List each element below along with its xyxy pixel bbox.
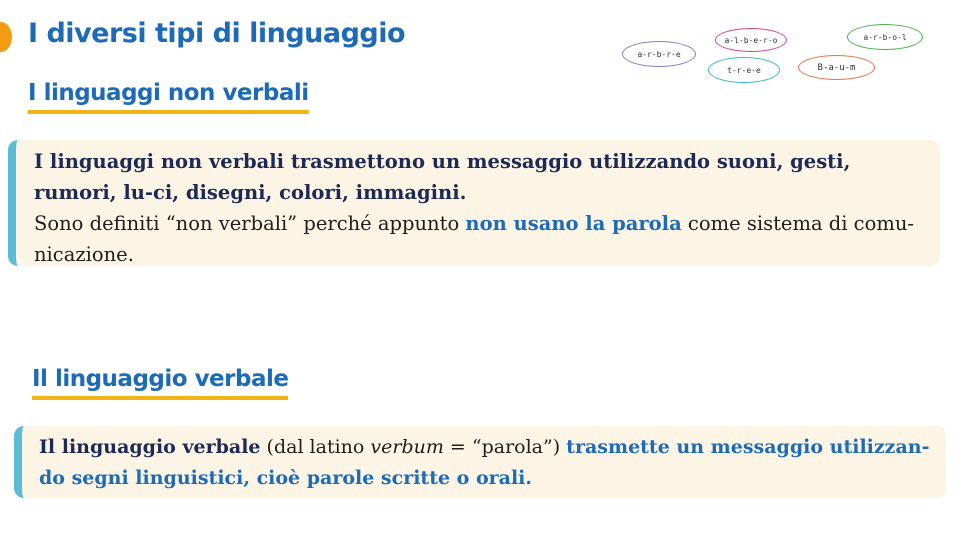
orange-bullet-icon: [0, 22, 12, 52]
section-heading-non-verbal: I linguaggi non verbali: [28, 80, 309, 114]
highlight-non-usano-la-parola: non usano la parola: [465, 212, 682, 235]
word-ovals-illustration: [615, 20, 935, 90]
page-title: I diversi tipi di linguaggio: [28, 18, 406, 49]
verbal-definition: [39, 432, 936, 494]
section-heading-verbal: Il linguaggio verbale: [32, 366, 288, 400]
word-oval-1: a-r-b-r-e: [622, 41, 696, 67]
word-oval-5: a-r-b-o-l: [847, 24, 923, 50]
italic-verbum: verbum: [370, 436, 444, 458]
non-verbal-definition-box: [8, 140, 940, 266]
non-verbal-definition: [34, 146, 930, 208]
word-oval-2: a-l-b-e-r-o: [715, 28, 787, 52]
text-before: Sono definiti “non verbali” perché appunto: [34, 212, 466, 235]
word-oval-3: t-r-e-e: [708, 57, 780, 83]
text-mid-2: = “parola”): [443, 436, 567, 458]
word-oval-4: B-a-u-m: [798, 55, 875, 80]
text-after: come sistema di comu-nicazione.: [34, 212, 914, 266]
verbal-highlight: trasmette un messaggio utilizzan-do segni linguistici, cioè parole scritte o orali.: [39, 436, 930, 489]
text-mid-1: (dal latino: [260, 436, 371, 458]
verbal-definition-box: [14, 426, 946, 498]
verbal-bold-start: Il linguaggio verbale: [39, 436, 261, 458]
non-verbal-bold-sentence: I linguaggi non verbali trasmettono un messaggio utilizzando suoni, gesti, rumori, lu-ci, disegni, colori, immagini.: [34, 150, 851, 204]
non-verbal-explanation: [34, 208, 930, 270]
